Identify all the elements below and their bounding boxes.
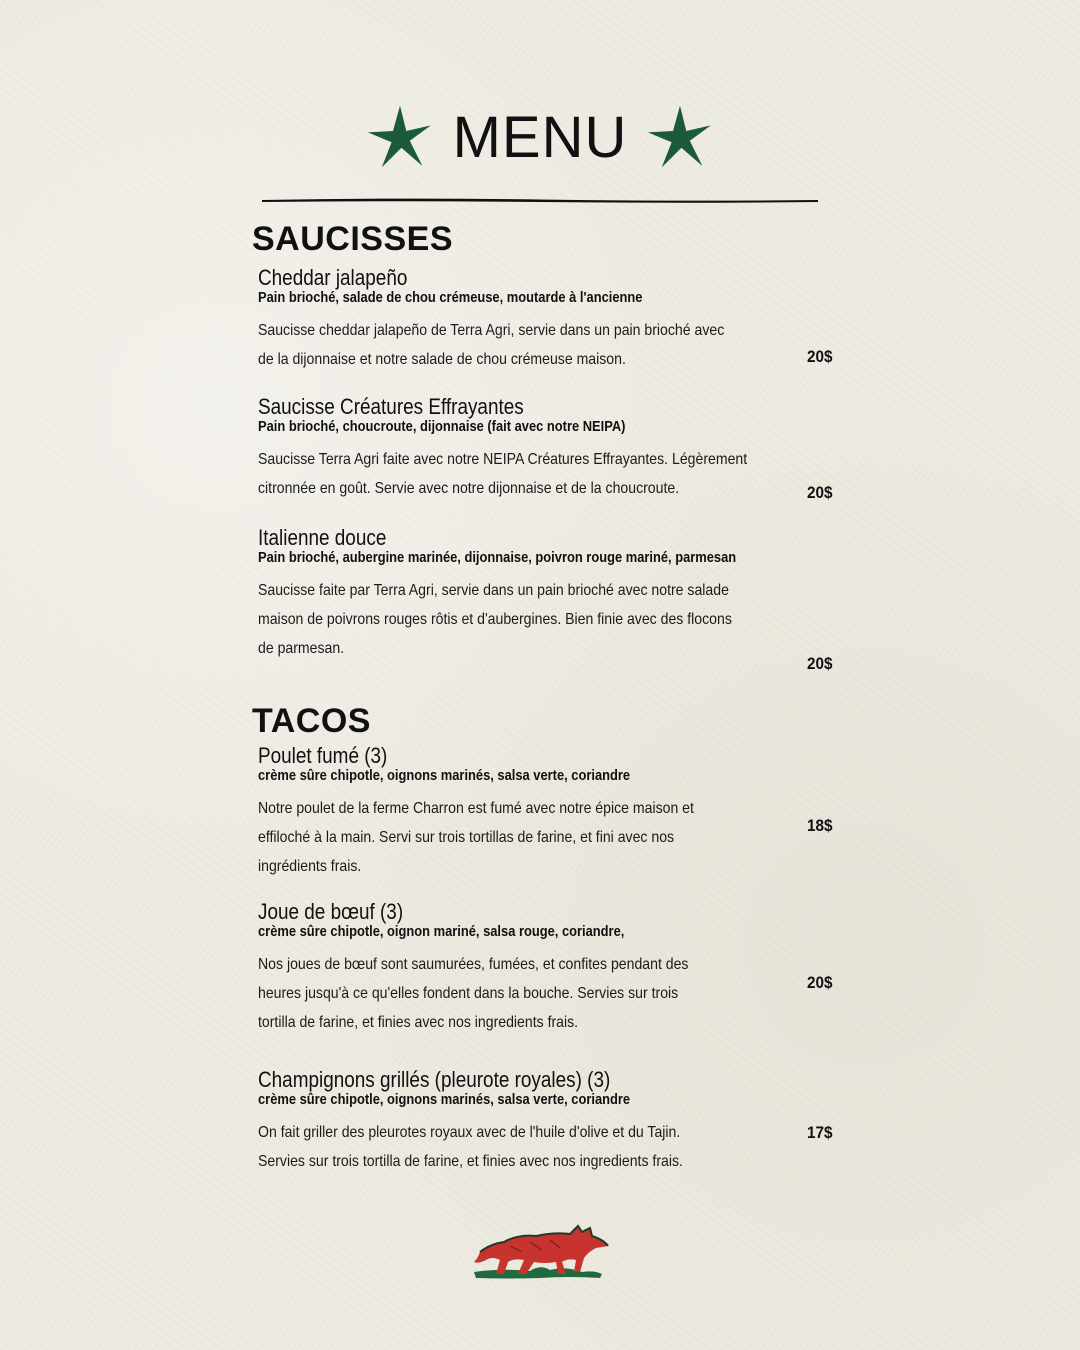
- description-line: de la dijonnaise et notre salade de chou crémeuse maison.: [258, 351, 626, 368]
- item-price: 20$: [807, 654, 833, 673]
- section-title-tacos: TACOS: [252, 702, 371, 740]
- section-title-saucisses: SAUCISSES: [252, 220, 453, 258]
- item-name: Italienne douce: [258, 525, 387, 550]
- item-name: Joue de bœuf (3): [258, 899, 404, 924]
- item-ingredients: crème sûre chipotle, oignons marinés, salsa verte, coriandre: [258, 1091, 631, 1108]
- item-price: 20$: [807, 347, 833, 366]
- item-description: [258, 445, 848, 503]
- item-description: [258, 794, 848, 881]
- star-icon: [365, 103, 435, 173]
- description-line: heures jusqu'à ce qu'elles fondent dans la bouche. Servies sur trois: [258, 985, 679, 1002]
- item-ingredients: Pain brioché, choucroute, dijonnaise (fait avec notre NEIPA): [258, 418, 626, 435]
- description-line: Saucisse faite par Terra Agri, servie dans un pain brioché avec notre salade: [258, 582, 729, 599]
- description-line: ingrédients frais.: [258, 858, 362, 875]
- item-price: 20$: [807, 483, 833, 502]
- description-line: Saucisse Terra Agri faite avec notre NEIPA Créatures Effrayantes. Légèrement: [258, 451, 748, 468]
- menu-item: [258, 395, 848, 503]
- header-divider: [262, 196, 818, 204]
- item-ingredients: crème sûre chipotle, oignon mariné, salsa rouge, coriandre,: [258, 923, 625, 940]
- menu-item: [258, 744, 848, 881]
- description-line: Nos joues de bœuf sont saumurées, fumées, et confites pendant des: [258, 956, 689, 973]
- item-price: 20$: [807, 973, 833, 992]
- page-title: MENU: [452, 105, 628, 170]
- description-line: citronnée en goût. Servie avec notre dijonnaise et de la choucroute.: [258, 480, 680, 497]
- item-description: [258, 1118, 848, 1176]
- item-ingredients: crème sûre chipotle, oignons marinés, salsa verte, coriandre: [258, 767, 631, 784]
- description-line: tortilla de farine, et finies avec nos ingredients frais.: [258, 1014, 579, 1031]
- item-price: 18$: [807, 816, 833, 835]
- item-name: Cheddar jalapeño: [258, 265, 408, 290]
- item-description: [258, 576, 848, 663]
- description-line: effiloché à la main. Servi sur trois tortillas de farine, et fini avec nos: [258, 829, 675, 846]
- menu-item: [258, 900, 848, 1037]
- item-description: [258, 316, 848, 374]
- wolf-logo-icon: [470, 1218, 612, 1284]
- star-icon: [645, 103, 715, 173]
- item-ingredients: Pain brioché, salade de chou crémeuse, moutarde à l'ancienne: [258, 289, 643, 306]
- menu-header: [0, 98, 1080, 178]
- item-price: 17$: [807, 1123, 833, 1142]
- description-line: Notre poulet de la ferme Charron est fumé avec notre épice maison et: [258, 800, 694, 817]
- item-ingredients: Pain brioché, aubergine marinée, dijonnaise, poivron rouge mariné, parmesan: [258, 549, 737, 566]
- description-line: maison de poivrons rouges rôtis et d'aubergines. Bien finie avec des flocons: [258, 611, 732, 628]
- menu-item: [258, 526, 848, 663]
- menu-item: [258, 266, 848, 374]
- description-line: Saucisse cheddar jalapeño de Terra Agri, servie dans un pain brioché avec: [258, 322, 725, 339]
- description-line: Servies sur trois tortilla de farine, et finies avec nos ingredients frais.: [258, 1153, 683, 1170]
- item-name: Poulet fumé (3): [258, 743, 388, 768]
- description-line: On fait griller des pleurotes royaux avec de l'huile d'olive et du Tajin.: [258, 1124, 681, 1141]
- item-description: [258, 950, 848, 1037]
- item-name: Champignons grillés (pleurote royales) (3): [258, 1067, 611, 1092]
- item-name: Saucisse Créatures Effrayantes: [258, 394, 524, 419]
- menu-item: [258, 1068, 848, 1176]
- description-line: de parmesan.: [258, 640, 345, 657]
